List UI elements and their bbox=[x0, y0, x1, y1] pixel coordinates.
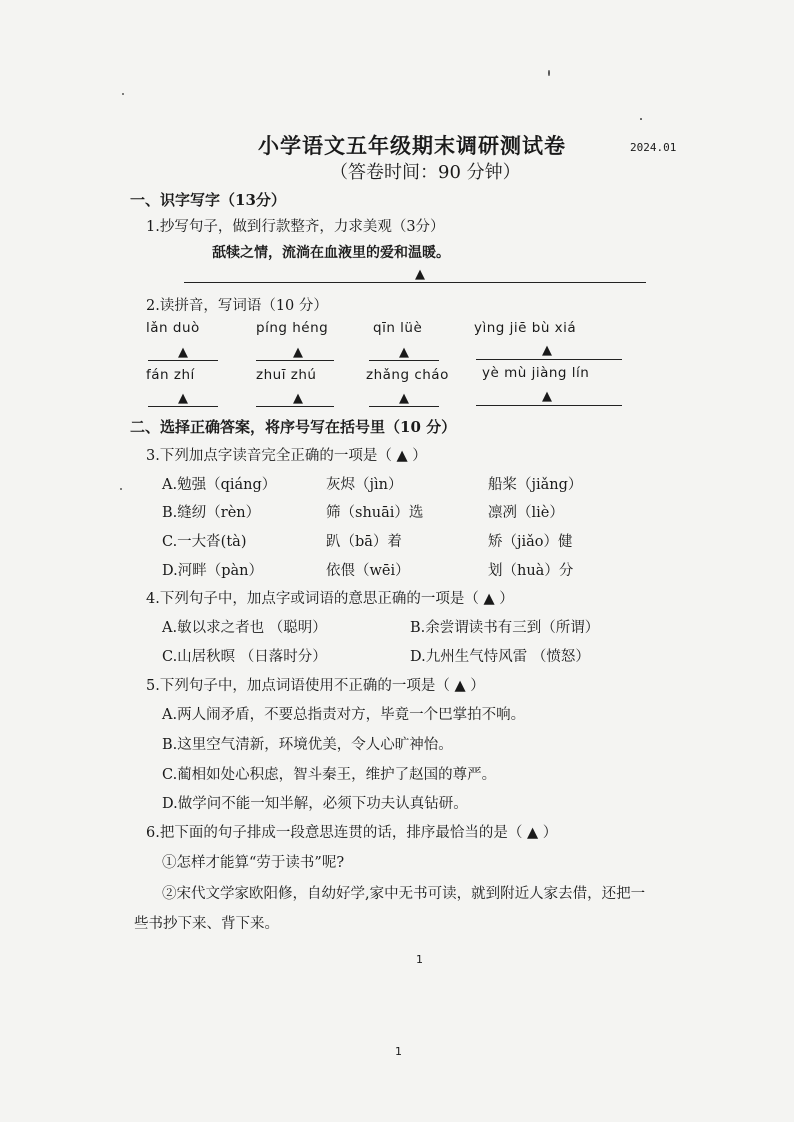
q3-option: 划（huà）分 bbox=[488, 563, 574, 579]
pinyin-item: yìng jiē bù xiá bbox=[474, 320, 577, 336]
q4-option: B.余尝谓读书有三到（所谓） bbox=[410, 620, 600, 636]
section2-heading: 二、选择正确答案，将序号写在括号里（10 分） bbox=[130, 418, 457, 436]
q4-prompt: 4.下列句子中，加点字或词语的意思正确的一项是（ ▲ ） bbox=[146, 591, 514, 607]
pinyin-answer-line[interactable] bbox=[476, 359, 622, 360]
q2-prompt: 2.读拼音，写词语（10 分） bbox=[146, 298, 328, 314]
q4-option: C.山居秋暝 （日落时分） bbox=[162, 649, 327, 665]
page-number-outer: 1 bbox=[395, 1045, 402, 1058]
section1-heading: 一、识字写字（13分） bbox=[130, 191, 286, 209]
q3-option: A.勉强（qiáng） bbox=[162, 477, 277, 493]
q6-sentence-2-continued: 些书抄下来、背下来。 bbox=[134, 916, 279, 932]
pinyin-answer-line[interactable] bbox=[148, 406, 218, 407]
answer-marker-icon: ▲ bbox=[415, 267, 425, 282]
q4-option: D.九州生气恃风雷 （愤怒） bbox=[410, 649, 590, 665]
page-number-inner: 1 bbox=[416, 953, 423, 966]
answer-marker-icon: ▲ bbox=[399, 391, 409, 406]
pinyin-answer-line[interactable] bbox=[476, 405, 622, 406]
q6-sentence-2: ②宋代文学家欧阳修，自幼好学,家中无书可读，就到附近人家去借，还把一 bbox=[162, 886, 646, 902]
q3-option: 船桨（jiǎng） bbox=[488, 477, 583, 493]
q3-option: 灰烬（jìn） bbox=[326, 477, 403, 493]
pinyin-answer-line[interactable] bbox=[256, 360, 334, 361]
q3-option: 依偎（wēi） bbox=[326, 563, 410, 579]
pinyin-item: lǎn duò bbox=[146, 320, 200, 336]
pinyin-answer-line[interactable] bbox=[369, 406, 439, 407]
answer-marker-icon: ▲ bbox=[542, 389, 552, 404]
q1-answer-line[interactable] bbox=[184, 282, 646, 283]
q5-option: B.这里空气清新，环境优美，令人心旷神怡。 bbox=[162, 737, 453, 753]
pinyin-item: qīn lüè bbox=[373, 320, 423, 336]
q4-option: A.敏以求之者也 （聪明） bbox=[162, 620, 327, 636]
q3-option: 趴（bā）着 bbox=[326, 534, 402, 550]
scan-speck bbox=[122, 93, 124, 95]
q3-option: B.缝纫（rèn） bbox=[162, 505, 261, 521]
pinyin-item: yè mù jiàng lín bbox=[482, 365, 590, 381]
pinyin-answer-line[interactable] bbox=[256, 406, 334, 407]
exam-date: 2024.01 bbox=[630, 141, 677, 154]
pinyin-item: fán zhí bbox=[146, 367, 195, 383]
answer-marker-icon: ▲ bbox=[293, 391, 303, 406]
answer-marker-icon: ▲ bbox=[542, 343, 552, 358]
q3-option: 筛（shuāi）选 bbox=[326, 505, 424, 521]
q3-option: C.一大沓(tà) bbox=[162, 534, 247, 550]
pinyin-item: zhǎng cháo bbox=[366, 367, 449, 383]
q5-prompt: 5.下列句子中，加点词语使用不正确的一项是（ ▲ ） bbox=[146, 678, 485, 694]
q1-prompt: 1.抄写句子，做到行款整齐，力求美观（3分） bbox=[146, 219, 445, 235]
answer-marker-icon: ▲ bbox=[178, 345, 188, 360]
exam-title: 小学语文五年级期末调研测试卷 bbox=[258, 133, 566, 158]
scan-speck bbox=[120, 488, 122, 490]
q6-sentence-1: ①怎样才能算“劳于读书”呢? bbox=[162, 855, 345, 871]
pinyin-item: píng héng bbox=[256, 320, 329, 336]
q5-option: C.蔺相如处心积虑，智斗秦王，维护了赵国的尊严。 bbox=[162, 767, 497, 783]
pinyin-answer-line[interactable] bbox=[369, 360, 439, 361]
q3-option: 矫（jiǎo）健 bbox=[488, 534, 573, 550]
q5-option: A.两人闹矛盾，不要总指责对方，毕竟一个巴掌拍不响。 bbox=[162, 707, 526, 723]
q3-option: 凛冽（liè） bbox=[488, 505, 564, 521]
scan-speck bbox=[548, 70, 550, 76]
q3-option: D.河畔（pàn） bbox=[162, 563, 263, 579]
q3-prompt: 3.下列加点字读音完全正确的一项是（ ▲ ） bbox=[146, 448, 427, 464]
scan-speck bbox=[640, 118, 642, 120]
q5-option: D.做学问不能一知半解，必须下功夫认真钻研。 bbox=[162, 796, 468, 812]
q1-model-sentence: 舐犊之情，流淌在血液里的爱和温暖。 bbox=[212, 245, 450, 261]
answer-marker-icon: ▲ bbox=[178, 391, 188, 406]
pinyin-item: zhuī zhú bbox=[256, 367, 317, 383]
exam-duration: （答卷时间：90 分钟） bbox=[330, 162, 521, 183]
q6-prompt: 6.把下面的句子排成一段意思连贯的话，排序最恰当的是（ ▲ ） bbox=[146, 825, 558, 841]
answer-marker-icon: ▲ bbox=[399, 345, 409, 360]
pinyin-answer-line[interactable] bbox=[148, 360, 218, 361]
answer-marker-icon: ▲ bbox=[293, 345, 303, 360]
